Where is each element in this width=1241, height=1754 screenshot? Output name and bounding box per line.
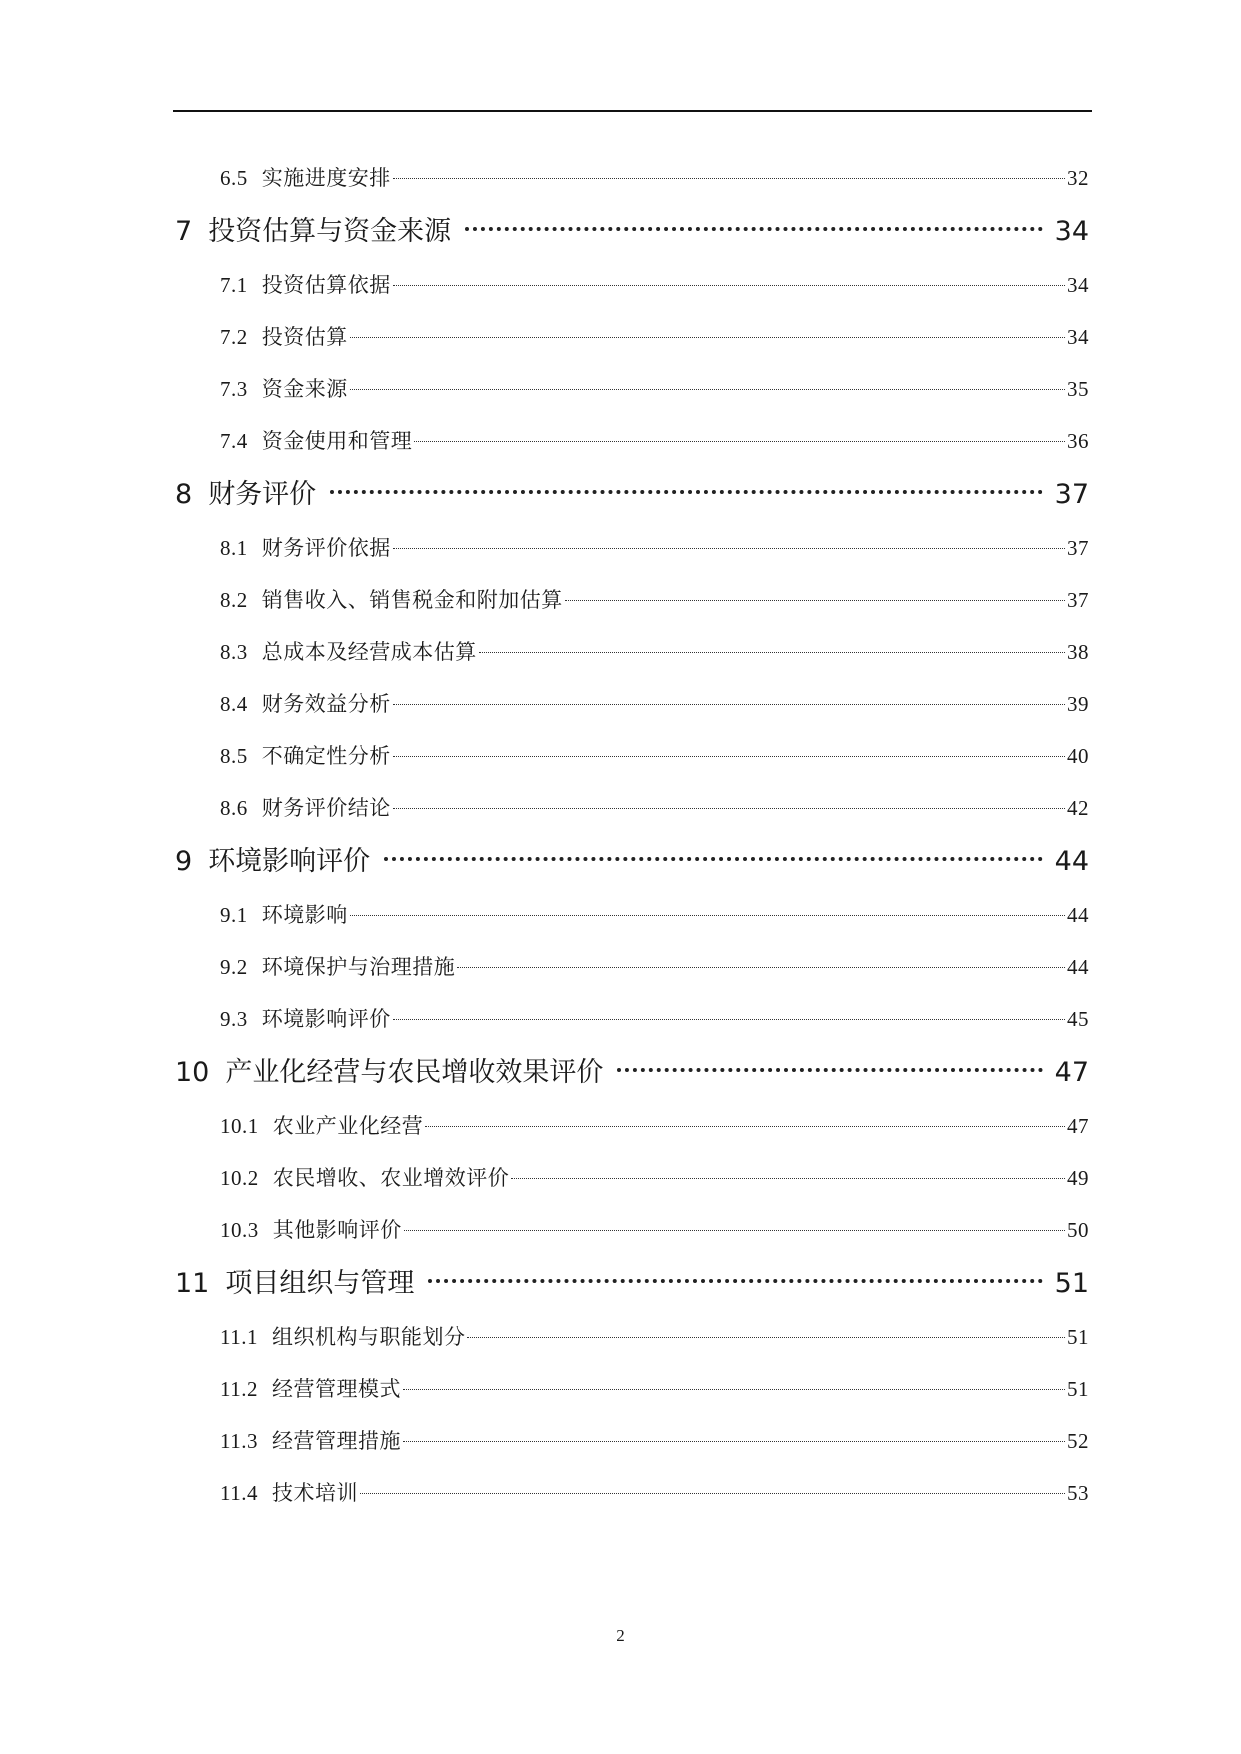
toc-dot-leader	[414, 441, 1065, 442]
header-rule	[173, 110, 1092, 112]
toc-entry-8-6[interactable]	[175, 782, 1089, 834]
toc-entry-8-4[interactable]	[175, 678, 1089, 730]
toc-entry-page: 34	[1067, 273, 1089, 297]
toc-entry-title: 环境影响评价	[261, 1007, 391, 1031]
toc-entry-title: 投资估算依据	[261, 273, 391, 297]
toc-chapter-number: 11	[175, 1268, 210, 1299]
toc-entry-title: 农业产业化经营	[272, 1114, 424, 1138]
toc-entry-number: 10.1	[220, 1114, 259, 1138]
toc-dot-leader	[393, 704, 1065, 705]
toc-dot-leader	[479, 652, 1065, 653]
toc-entry-number: 9.1	[220, 903, 248, 927]
toc-entry-page: 51	[1067, 1325, 1089, 1349]
toc-entry-number: 9.3	[220, 1007, 248, 1031]
toc-dot-leader	[403, 1441, 1065, 1442]
toc-entry-title: 不确定性分析	[261, 744, 391, 768]
toc-entry-number: 8.4	[220, 692, 248, 716]
toc-dot-leader	[457, 967, 1065, 968]
toc-dot-leader	[393, 548, 1065, 549]
toc-entry-title: 组织机构与职能划分	[271, 1325, 466, 1349]
toc-entry-page: 42	[1067, 796, 1089, 820]
toc-chapter-page: 47	[1054, 1057, 1089, 1088]
toc-entry-number: 8.5	[220, 744, 248, 768]
toc-dot-leader	[403, 1389, 1065, 1390]
toc-entry-number: 10.2	[220, 1166, 259, 1190]
toc-entry-10-1[interactable]	[175, 1100, 1089, 1152]
toc-entry-11-2[interactable]	[175, 1363, 1089, 1415]
toc-entry-page: 45	[1067, 1007, 1089, 1031]
toc-entry-page: 32	[1067, 166, 1089, 190]
toc-chapter-number: 9	[175, 846, 193, 877]
toc-entry-title: 资金来源	[261, 377, 348, 401]
toc-dot-leader	[428, 1279, 1042, 1283]
toc-entry-8-2[interactable]	[175, 574, 1089, 626]
toc-entry-title: 经营管理措施	[271, 1429, 401, 1453]
toc-entry-number: 10.3	[220, 1218, 259, 1242]
toc-entry-9-3[interactable]	[175, 993, 1089, 1045]
toc-entry-number: 11.2	[220, 1377, 258, 1401]
toc-dot-leader	[565, 600, 1065, 601]
page-number: 2	[616, 1626, 625, 1645]
toc-dot-leader	[330, 490, 1042, 494]
toc-entry-number: 8.6	[220, 796, 248, 820]
toc-dot-leader	[393, 285, 1065, 286]
toc-entry-page: 47	[1067, 1114, 1089, 1138]
toc-chapter-11[interactable]	[175, 1256, 1089, 1311]
toc-chapter-title: 投资估算与资金来源	[208, 216, 452, 247]
toc-entry-10-2[interactable]	[175, 1152, 1089, 1204]
toc-entry-page: 40	[1067, 744, 1089, 768]
toc-entry-number: 9.2	[220, 955, 248, 979]
toc-entry-title: 总成本及经营成本估算	[261, 640, 477, 664]
toc-entry-9-2[interactable]	[175, 941, 1089, 993]
table-of-contents	[175, 152, 1089, 1519]
toc-entry-page: 44	[1067, 903, 1089, 927]
toc-entry-7-2[interactable]	[175, 311, 1089, 363]
toc-dot-leader	[350, 337, 1065, 338]
toc-chapter-9[interactable]	[175, 834, 1089, 889]
toc-entry-number: 8.3	[220, 640, 248, 664]
toc-chapter-title: 环境影响评价	[208, 846, 371, 877]
toc-entry-number: 11.4	[220, 1481, 258, 1505]
toc-dot-leader	[350, 389, 1065, 390]
toc-entry-number: 7.2	[220, 325, 248, 349]
toc-entry-number: 11.3	[220, 1429, 258, 1453]
toc-chapter-number: 7	[175, 216, 193, 247]
toc-chapter-number: 8	[175, 479, 193, 510]
toc-entry-title: 技术培训	[271, 1481, 358, 1505]
toc-entry-page: 44	[1067, 955, 1089, 979]
toc-chapter-title: 产业化经营与农民增收效果评价	[225, 1057, 604, 1088]
toc-entry-number: 11.1	[220, 1325, 258, 1349]
toc-entry-page: 37	[1067, 536, 1089, 560]
toc-entry-8-5[interactable]	[175, 730, 1089, 782]
toc-entry-title: 其他影响评价	[272, 1218, 402, 1242]
toc-dot-leader	[617, 1068, 1042, 1072]
toc-entry-number: 7.1	[220, 273, 248, 297]
toc-chapter-7[interactable]	[175, 204, 1089, 259]
toc-entry-title: 财务效益分析	[261, 692, 391, 716]
toc-entry-title: 实施进度安排	[261, 166, 391, 190]
toc-chapter-title: 项目组织与管理	[225, 1268, 415, 1299]
toc-entry-number: 7.3	[220, 377, 248, 401]
toc-entry-page: 50	[1067, 1218, 1089, 1242]
toc-dot-leader	[465, 227, 1042, 231]
toc-entry-number: 6.5	[220, 166, 248, 190]
toc-entry-page: 49	[1067, 1166, 1089, 1190]
toc-entry-11-1[interactable]	[175, 1311, 1089, 1363]
toc-entry-title: 环境影响	[261, 903, 348, 927]
toc-entry-7-3[interactable]	[175, 363, 1089, 415]
toc-entry-page: 35	[1067, 377, 1089, 401]
toc-entry-6-5[interactable]	[175, 152, 1089, 204]
toc-dot-leader	[350, 915, 1065, 916]
toc-entry-number: 8.1	[220, 536, 248, 560]
toc-chapter-page: 37	[1054, 479, 1089, 510]
toc-entry-8-1[interactable]	[175, 522, 1089, 574]
toc-entry-page: 38	[1067, 640, 1089, 664]
toc-entry-11-4[interactable]	[175, 1467, 1089, 1519]
toc-entry-page: 34	[1067, 325, 1089, 349]
toc-chapter-10[interactable]	[175, 1045, 1089, 1100]
toc-chapter-8[interactable]	[175, 467, 1089, 522]
toc-entry-title: 资金使用和管理	[261, 429, 413, 453]
toc-entry-7-4[interactable]	[175, 415, 1089, 467]
toc-dot-leader	[425, 1126, 1065, 1127]
toc-entry-9-1[interactable]	[175, 889, 1089, 941]
toc-dot-leader	[467, 1337, 1065, 1338]
toc-chapter-number: 10	[175, 1057, 210, 1088]
toc-entry-7-1[interactable]	[175, 259, 1089, 311]
toc-entry-title: 销售收入、销售税金和附加估算	[261, 588, 563, 612]
toc-entry-title: 财务评价依据	[261, 536, 391, 560]
toc-entry-title: 经营管理模式	[271, 1377, 401, 1401]
toc-entry-10-3[interactable]	[175, 1204, 1089, 1256]
toc-entry-page: 51	[1067, 1377, 1089, 1401]
toc-entry-11-3[interactable]	[175, 1415, 1089, 1467]
toc-chapter-page: 34	[1054, 216, 1089, 247]
toc-entry-page: 39	[1067, 692, 1089, 716]
toc-chapter-title: 财务评价	[208, 479, 317, 510]
toc-entry-8-3[interactable]	[175, 626, 1089, 678]
toc-dot-leader	[393, 808, 1065, 809]
toc-chapter-page: 44	[1054, 846, 1089, 877]
toc-dot-leader	[360, 1493, 1065, 1494]
toc-entry-number: 8.2	[220, 588, 248, 612]
toc-entry-title: 投资估算	[261, 325, 348, 349]
toc-dot-leader	[393, 178, 1065, 179]
toc-dot-leader	[393, 1019, 1065, 1020]
toc-entry-title: 财务评价结论	[261, 796, 391, 820]
toc-entry-page: 52	[1067, 1429, 1089, 1453]
toc-entry-title: 农民增收、农业增效评价	[272, 1166, 510, 1190]
toc-entry-page: 37	[1067, 588, 1089, 612]
toc-chapter-page: 51	[1054, 1268, 1089, 1299]
toc-dot-leader	[404, 1230, 1065, 1231]
toc-entry-page: 53	[1067, 1481, 1089, 1505]
toc-dot-leader	[511, 1178, 1065, 1179]
toc-entry-number: 7.4	[220, 429, 248, 453]
toc-dot-leader	[384, 857, 1042, 861]
toc-entry-page: 36	[1067, 429, 1089, 453]
toc-dot-leader	[393, 756, 1065, 757]
toc-entry-title: 环境保护与治理措施	[261, 955, 456, 979]
